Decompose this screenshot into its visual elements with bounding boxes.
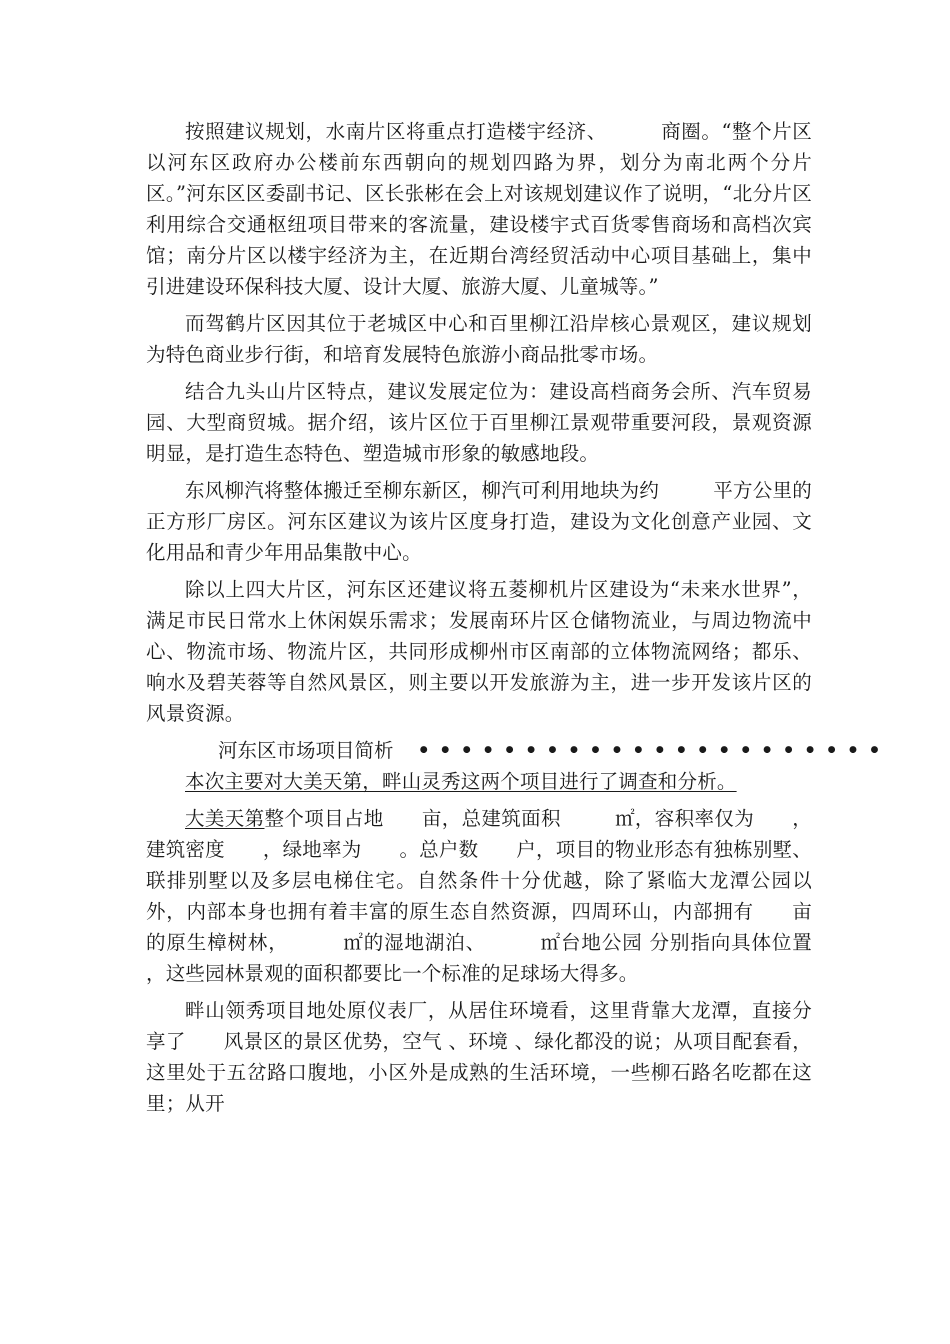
paragraph-intro (146, 766, 812, 797)
text-run: 商圈。“整个片区以河东区政府办公楼前东西朝向的规划四路为界，划分为南北两个分片区。”河东区区委副书记、区长张彬在会上对该规划建议作了说明，“北分片区利用综合交通枢纽项目带来的客流量，建设楼宇式百货零售商场和高档次宾馆；南分片区以楼宇经济为主，在近期台湾经贸活动中心项目基础上，集中引进建设环保科技大厦、设计大厦、旅游大厦、儿童城等。” (146, 120, 812, 298)
text-run: 畔山领秀项目地处原仪表厂，从居住环境看，这里背靠大龙潭，直接分享了 (146, 999, 812, 1053)
paragraph-dongfeng (146, 475, 812, 568)
paragraph-dameitiandi (146, 803, 812, 989)
text-run: 户，项目的物业形态有独栋别墅、联排别墅以及多层电梯住宅。自然条件十分优越，除了紧临大龙潭公园以外，内部本身也拥有着丰富的原生态自然资源，四周环山，内部拥有 (146, 838, 812, 923)
toc-entry[interactable] (146, 735, 890, 766)
paragraph-jiahe: 而驾鹤片区因其位于老城区中心和百里柳江沿岸核心景观区，建议规划为特色商业步行街，和培育发展特色旅游小商品批零市场。 (146, 312, 812, 366)
document-page (146, 116, 890, 1119)
paragraph-panshanlingxiu (146, 995, 812, 1119)
text-run: 风景区的景区优势，空气 、环境 、绿化都没的说；从项目配套看，这里处于五岔路口腹地，小区外是成熟的生活环境，一些柳石路名吃都在这里；从开 (146, 1030, 812, 1115)
text-run: 亩，总建筑面积 (421, 807, 561, 830)
paragraph-other-areas: 除以上四大片区，河东区还建议将五菱柳机片区建设为“未来水世界”，满足市民日常水上休闲娱乐需求；发展南环片区仓储物流业，与周边物流中心、物流市场、物流片区，共同形成柳州市区南部的立体物流网络；都乐、响水及碧芙蓉等自然风景区，则主要以开发旅游为主，进一步开发该片区的风景资源。 (146, 578, 812, 725)
text-run: ㎡，容积率仅为 (614, 807, 755, 830)
intro-link[interactable]: 本次主要对大美天第，畔山灵秀这两个项目进行了调查和分析。 (185, 770, 737, 793)
text-run: 平方公里的正方形厂房区。河东区建议为该片区度身打造，建设为文化创意产业园、文化用品和青少年用品集散中心。 (146, 479, 812, 564)
paragraph-jiutoushan: 结合九头山片区特点，建议发展定位为：建设高档商务会所、汽车贸易园、大型商贸城。据介绍，该片区位于百里柳江景观带重要河段，景观资源明显，是打造生态特色、塑造城市形象的敏感地段。 (146, 380, 812, 465)
text-run: ，建筑密度 (146, 807, 813, 861)
text-run: ，绿地率为 (262, 838, 362, 861)
text-run: 按照建议规划，水南片区将重点打造楼宇经济、 (185, 120, 607, 143)
text-run: 。总户数 (399, 838, 479, 861)
text-run: 东风柳汽将整体搬迁至柳东新区，柳汽可利用地块为约 (185, 479, 660, 502)
toc-title[interactable]: 河东区市场项目简析 (218, 739, 394, 762)
paragraph-shuinan (146, 116, 812, 302)
text-run: ㎡的湿地湖泊、 (342, 931, 486, 954)
project-name-link[interactable]: 大美天第 (185, 807, 265, 830)
text-run: ㎡台地公园 分别指向具体位置 ，这些园林景观的面积都要比一个标准的足球场大得多。 (146, 931, 813, 985)
text-run: 整个项目占地 (264, 807, 384, 830)
toc-leader-dots: •••••••••••••••••••••• (417, 739, 890, 762)
text-run: 亩的原生樟树林， (146, 900, 812, 954)
